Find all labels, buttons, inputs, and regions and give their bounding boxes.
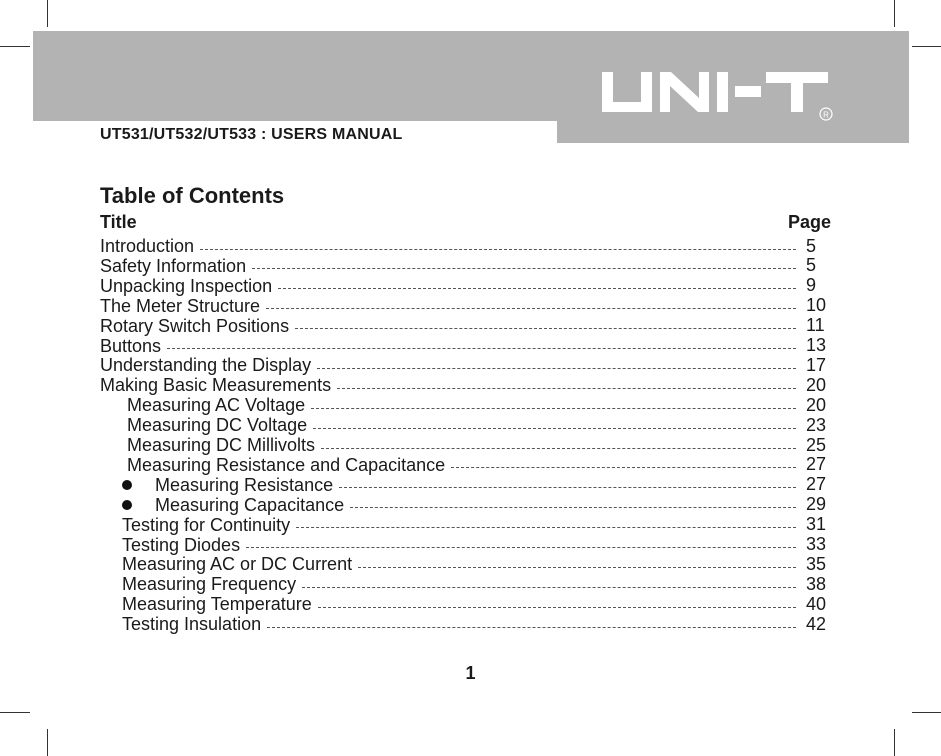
toc-entry[interactable]	[100, 256, 830, 276]
toc-entry-label: Measuring DC Millivolts	[127, 435, 316, 455]
toc-entry[interactable]	[122, 614, 830, 634]
toc-entry-page: 17	[806, 354, 827, 375]
toc-entry[interactable]	[127, 415, 830, 435]
toc-leader-line	[317, 368, 796, 369]
toc-entry[interactable]	[127, 455, 830, 475]
toc-entry[interactable]	[155, 495, 830, 515]
toc-entry-label: Measuring Resistance	[155, 474, 334, 495]
toc-entry-page: 35	[806, 553, 827, 574]
toc-entry[interactable]	[122, 535, 830, 555]
bullet-icon	[122, 480, 132, 490]
toc-entry[interactable]	[100, 336, 830, 356]
toc-entry-page: 20	[806, 374, 827, 395]
toc-entry-page: 42	[806, 613, 827, 634]
toc-entry-page: 27	[806, 454, 827, 475]
bullet-icon	[122, 500, 132, 510]
crop-mark	[912, 46, 941, 47]
toc-leader-line	[321, 448, 796, 449]
registered-mark: R	[823, 110, 829, 120]
toc-entry-page: 5	[806, 235, 817, 256]
toc-entry-label: The Meter Structure	[100, 295, 261, 316]
toc-entry-page: 27	[806, 474, 827, 495]
toc-entry-page: 9	[806, 275, 817, 296]
toc-leader-line	[296, 527, 796, 528]
toc-column-title: Title	[100, 212, 137, 232]
crop-mark	[0, 712, 30, 713]
toc-entry[interactable]	[100, 296, 830, 316]
toc-entry-label: Measuring Temperature	[122, 594, 312, 615]
toc-entry[interactable]	[127, 435, 830, 455]
toc-leader-line	[337, 388, 796, 389]
toc-entry[interactable]	[100, 375, 830, 395]
toc-entry[interactable]	[100, 236, 830, 256]
toc-entry-label: Unpacking Inspection	[100, 275, 273, 296]
toc-entry-label: Testing Insulation	[122, 614, 262, 635]
crop-mark	[912, 712, 941, 713]
toc-leader-line	[295, 328, 796, 329]
toc-entry-label: Testing for Continuity	[122, 514, 291, 535]
toc-leader-line	[167, 348, 796, 349]
toc-entry-label: Rotary Switch Positions	[100, 315, 290, 336]
toc-entry[interactable]	[155, 475, 830, 495]
toc-entry-label: Testing Diodes	[122, 534, 241, 555]
toc-leader-line	[451, 467, 796, 468]
toc-leader-line	[267, 627, 796, 628]
toc-leader-line	[318, 607, 796, 608]
toc-leader-line	[200, 249, 796, 250]
toc-entry-label: Measuring AC Voltage	[127, 395, 306, 416]
manual-title: UT531/UT532/UT533 : USERS MANUAL	[100, 126, 403, 143]
toc-entry-page: 11	[806, 315, 825, 336]
toc-leader-line	[278, 288, 796, 289]
crop-mark	[0, 46, 30, 47]
toc-entry-label: Making Basic Measurements	[100, 375, 332, 396]
toc-entry-page: 10	[806, 295, 827, 316]
toc-entry-label: Measuring Frequency	[122, 574, 297, 595]
toc-leader-line	[311, 408, 796, 409]
toc-leader-line	[358, 567, 796, 568]
crop-mark	[47, 729, 48, 756]
toc-entry[interactable]	[122, 554, 830, 574]
toc-entry-label: Understanding the Display	[100, 355, 312, 376]
toc-entry-label: Introduction	[100, 236, 195, 256]
toc-leader-line	[339, 487, 796, 488]
crop-mark	[47, 0, 48, 27]
toc-leader-line	[313, 428, 796, 429]
crop-mark	[894, 729, 895, 756]
toc-entry[interactable]	[122, 574, 830, 594]
toc-entry-page: 29	[806, 494, 827, 515]
toc-entry-page: 23	[806, 414, 827, 435]
uni-t-logo	[600, 68, 835, 122]
toc-entry-label: Buttons	[100, 335, 162, 356]
toc-entry-label: Measuring DC Voltage	[127, 415, 308, 436]
header-band-tab	[557, 121, 909, 143]
toc-entry-page: 33	[806, 534, 827, 554]
toc-entry[interactable]	[127, 395, 830, 415]
toc-entry[interactable]	[100, 316, 830, 336]
toc-heading: Table of Contents	[100, 183, 285, 208]
toc-entry-page: 20	[806, 394, 827, 415]
toc-leader-line	[246, 547, 796, 548]
toc-entry-label: Measuring Capacitance	[155, 494, 345, 515]
toc-entry-page: 40	[806, 593, 827, 614]
toc-entry[interactable]	[100, 355, 830, 375]
toc-entry-page: 25	[806, 434, 827, 455]
toc-leader-line	[266, 308, 796, 309]
toc-entry[interactable]	[122, 515, 830, 535]
toc-entry-label: Measuring AC or DC Current	[122, 554, 353, 575]
toc-entry-page: 38	[806, 573, 827, 594]
toc-entry-label: Safety Information	[100, 255, 247, 276]
toc-entry-label: Measuring Resistance and Capacitance	[127, 454, 446, 475]
toc-entry-page: 31	[806, 514, 827, 535]
toc-entry-page: 13	[806, 335, 827, 355]
toc-entry[interactable]	[122, 594, 830, 614]
toc-entry-page: 5	[806, 255, 817, 276]
toc-entry[interactable]	[100, 276, 830, 296]
toc-leader-line	[252, 268, 796, 269]
toc-leader-line	[350, 507, 796, 508]
crop-mark	[894, 0, 895, 27]
page-number: 1	[465, 663, 476, 683]
toc-column-page: Page	[788, 212, 832, 232]
toc-leader-line	[302, 587, 796, 588]
